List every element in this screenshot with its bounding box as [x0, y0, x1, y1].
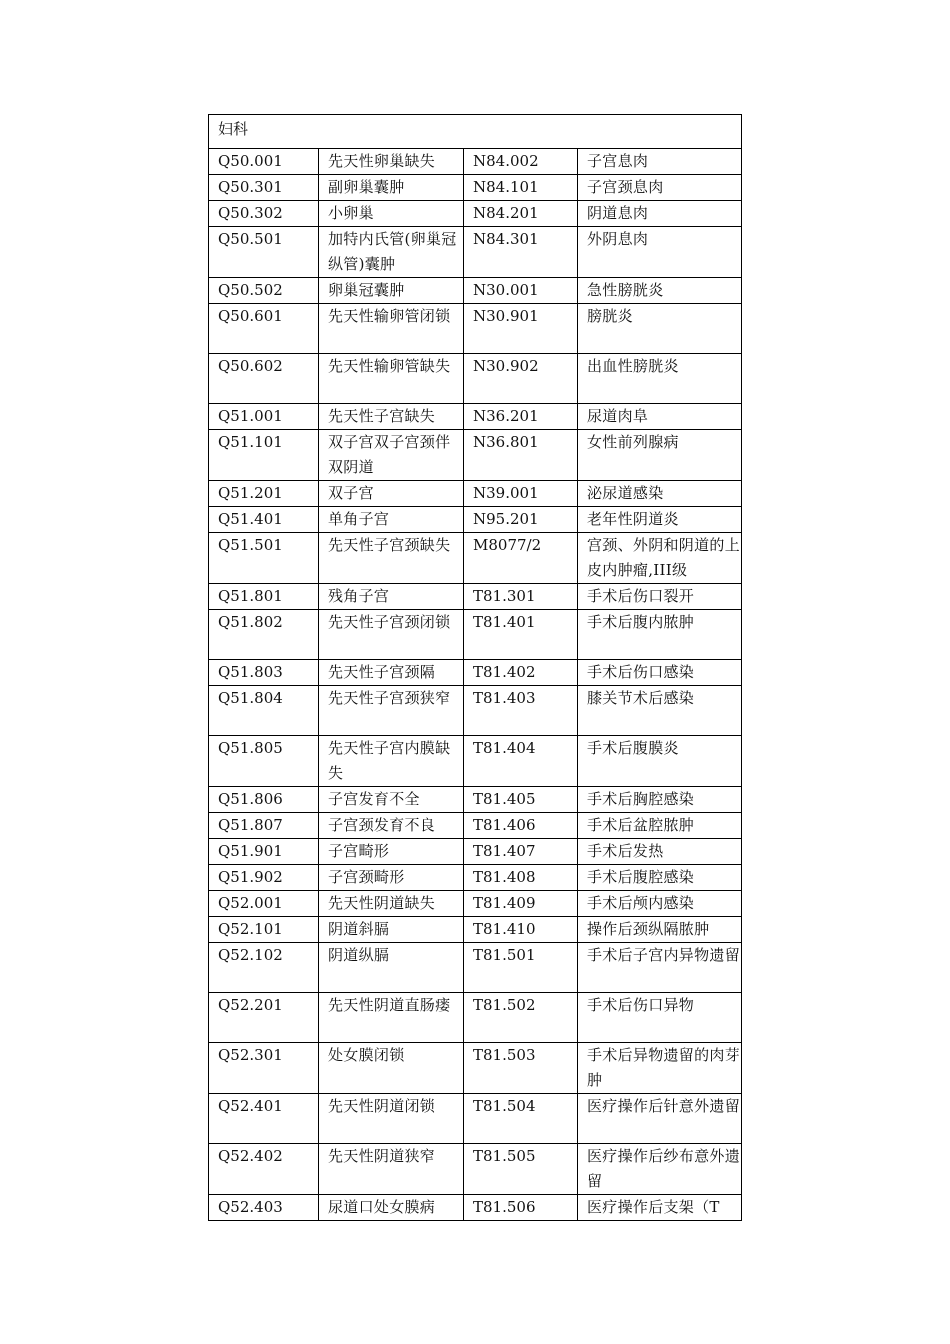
table-row	[209, 891, 742, 917]
description-cell: 副卵巢囊肿	[319, 175, 464, 201]
description-cell: 尿道肉阜	[578, 404, 742, 430]
code-cell: T81.404	[464, 736, 578, 787]
description-cell: 手术后颅内感染	[578, 891, 742, 917]
code-cell: Q52.403	[209, 1195, 319, 1221]
description-cell: 子宫畸形	[319, 839, 464, 865]
table-row	[209, 481, 742, 507]
code-cell: Q50.602	[209, 354, 319, 404]
description-cell: 阴道纵膈	[319, 943, 464, 993]
code-cell: N95.201	[464, 507, 578, 533]
code-cell: T81.405	[464, 787, 578, 813]
description-cell: 手术后腹内脓肿	[578, 610, 742, 660]
code-cell: Q51.805	[209, 736, 319, 787]
code-cell: T81.402	[464, 660, 578, 686]
code-cell: Q51.801	[209, 584, 319, 610]
description-cell: 手术后胸腔感染	[578, 787, 742, 813]
description-cell: 手术后腹膜炎	[578, 736, 742, 787]
description-cell: 手术后发热	[578, 839, 742, 865]
code-cell: N36.801	[464, 430, 578, 481]
code-cell: Q51.501	[209, 533, 319, 584]
code-cell: N39.001	[464, 481, 578, 507]
table-row	[209, 278, 742, 304]
description-cell: 手术后伤口感染	[578, 660, 742, 686]
table-row	[209, 149, 742, 175]
code-cell: N36.201	[464, 404, 578, 430]
description-cell: 手术后腹腔感染	[578, 865, 742, 891]
code-cell: T81.501	[464, 943, 578, 993]
table-row	[209, 227, 742, 278]
description-cell: 子宫发育不全	[319, 787, 464, 813]
description-cell: 手术后盆腔脓肿	[578, 813, 742, 839]
table-row	[209, 610, 742, 660]
table-row	[209, 1043, 742, 1094]
table-body	[209, 115, 742, 1221]
description-cell: 外阴息肉	[578, 227, 742, 278]
code-cell: N30.901	[464, 304, 578, 354]
description-cell: 双子宫	[319, 481, 464, 507]
code-cell: N84.101	[464, 175, 578, 201]
description-cell: 子宫颈发育不良	[319, 813, 464, 839]
code-cell: N84.002	[464, 149, 578, 175]
code-cell: T81.503	[464, 1043, 578, 1094]
description-cell: 先天性子宫颈隔	[319, 660, 464, 686]
description-cell: 手术后伤口异物	[578, 993, 742, 1043]
table-row	[209, 865, 742, 891]
code-cell: Q51.804	[209, 686, 319, 736]
description-cell: 老年性阴道炎	[578, 507, 742, 533]
table-row	[209, 917, 742, 943]
description-cell: 手术后伤口裂开	[578, 584, 742, 610]
description-cell: 泌尿道感染	[578, 481, 742, 507]
description-cell: 女性前列腺病	[578, 430, 742, 481]
code-cell: Q51.902	[209, 865, 319, 891]
description-cell: 先天性子宫缺失	[319, 404, 464, 430]
code-cell: Q52.402	[209, 1144, 319, 1195]
code-cell: N84.201	[464, 201, 578, 227]
code-cell: Q50.601	[209, 304, 319, 354]
code-cell: T81.301	[464, 584, 578, 610]
table-row	[209, 1144, 742, 1195]
code-cell: T81.505	[464, 1144, 578, 1195]
table-row	[209, 430, 742, 481]
description-cell: 膝关节术后感染	[578, 686, 742, 736]
code-cell: Q51.101	[209, 430, 319, 481]
description-cell: 双子宫双子宫颈伴双阴道	[319, 430, 464, 481]
description-cell: 先天性输卵管缺失	[319, 354, 464, 404]
description-cell: 先天性阴道缺失	[319, 891, 464, 917]
description-cell: 残角子宫	[319, 584, 464, 610]
description-cell: 急性膀胱炎	[578, 278, 742, 304]
diagnosis-code-table	[208, 114, 742, 1221]
description-cell: 医疗操作后纱布意外遗留	[578, 1144, 742, 1195]
table-row	[209, 507, 742, 533]
code-cell: Q52.101	[209, 917, 319, 943]
description-cell: 手术后子宫内异物遗留	[578, 943, 742, 993]
description-cell: 子宫息肉	[578, 149, 742, 175]
description-cell: 阴道息肉	[578, 201, 742, 227]
table-row	[209, 201, 742, 227]
description-cell: 先天性子宫内膜缺失	[319, 736, 464, 787]
table-row	[209, 354, 742, 404]
description-cell: 操作后颈纵隔脓肿	[578, 917, 742, 943]
table-row	[209, 660, 742, 686]
code-cell: Q51.806	[209, 787, 319, 813]
code-cell: T81.408	[464, 865, 578, 891]
code-cell: Q51.803	[209, 660, 319, 686]
table-header-row	[209, 115, 742, 149]
code-cell: T81.502	[464, 993, 578, 1043]
description-cell: 子宫颈息肉	[578, 175, 742, 201]
code-cell: N30.001	[464, 278, 578, 304]
code-cell: T81.409	[464, 891, 578, 917]
table-row	[209, 787, 742, 813]
code-cell: Q50.001	[209, 149, 319, 175]
code-cell: T81.506	[464, 1195, 578, 1221]
description-cell: 小卵巢	[319, 201, 464, 227]
description-cell: 加特内氏管(卵巢冠纵管)囊肿	[319, 227, 464, 278]
code-cell: Q52.301	[209, 1043, 319, 1094]
description-cell: 膀胱炎	[578, 304, 742, 354]
description-cell: 处女膜闭锁	[319, 1043, 464, 1094]
code-cell: T81.406	[464, 813, 578, 839]
code-cell: T81.504	[464, 1094, 578, 1144]
table-row	[209, 404, 742, 430]
table-row	[209, 736, 742, 787]
description-cell: 宫颈、外阴和阴道的上皮内肿瘤,III级	[578, 533, 742, 584]
description-cell: 先天性阴道直肠瘘	[319, 993, 464, 1043]
description-cell: 尿道口处女膜病	[319, 1195, 464, 1221]
code-cell: Q51.901	[209, 839, 319, 865]
description-cell: 卵巢冠囊肿	[319, 278, 464, 304]
description-cell: 先天性输卵管闭锁	[319, 304, 464, 354]
description-cell: 先天性阴道狭窄	[319, 1144, 464, 1195]
code-cell: T81.407	[464, 839, 578, 865]
description-cell: 先天性子宫颈闭锁	[319, 610, 464, 660]
table-row	[209, 175, 742, 201]
code-cell: Q50.501	[209, 227, 319, 278]
code-cell: Q50.502	[209, 278, 319, 304]
description-cell: 手术后异物遗留的肉芽肿	[578, 1043, 742, 1094]
description-cell: 医疗操作后针意外遗留	[578, 1094, 742, 1144]
code-cell: Q50.301	[209, 175, 319, 201]
code-cell: Q51.802	[209, 610, 319, 660]
table-row	[209, 584, 742, 610]
table-row	[209, 304, 742, 354]
code-cell: Q52.001	[209, 891, 319, 917]
code-cell: Q52.201	[209, 993, 319, 1043]
table-row	[209, 813, 742, 839]
code-cell: N30.902	[464, 354, 578, 404]
description-cell: 子宫颈畸形	[319, 865, 464, 891]
code-cell: T81.401	[464, 610, 578, 660]
code-cell: N84.301	[464, 227, 578, 278]
code-cell: T81.403	[464, 686, 578, 736]
code-cell: Q52.401	[209, 1094, 319, 1144]
table-row	[209, 533, 742, 584]
description-cell: 出血性膀胱炎	[578, 354, 742, 404]
description-cell: 先天性子宫颈狭窄	[319, 686, 464, 736]
table-row	[209, 943, 742, 993]
description-cell: 先天性子宫颈缺失	[319, 533, 464, 584]
table-row	[209, 1094, 742, 1144]
code-cell: Q51.807	[209, 813, 319, 839]
code-cell: Q51.001	[209, 404, 319, 430]
description-cell: 先天性卵巢缺失	[319, 149, 464, 175]
code-cell: T81.410	[464, 917, 578, 943]
table-row	[209, 686, 742, 736]
table-row	[209, 1195, 742, 1221]
description-cell: 单角子宫	[319, 507, 464, 533]
description-cell: 医疗操作后支架（T	[578, 1195, 742, 1221]
table-row	[209, 839, 742, 865]
department-header: 妇科	[209, 115, 742, 149]
description-cell: 阴道斜膈	[319, 917, 464, 943]
code-cell: Q52.102	[209, 943, 319, 993]
code-cell: Q51.401	[209, 507, 319, 533]
code-cell: Q51.201	[209, 481, 319, 507]
code-cell: Q50.302	[209, 201, 319, 227]
code-cell: M8077/2	[464, 533, 578, 584]
description-cell: 先天性阴道闭锁	[319, 1094, 464, 1144]
table-row	[209, 993, 742, 1043]
